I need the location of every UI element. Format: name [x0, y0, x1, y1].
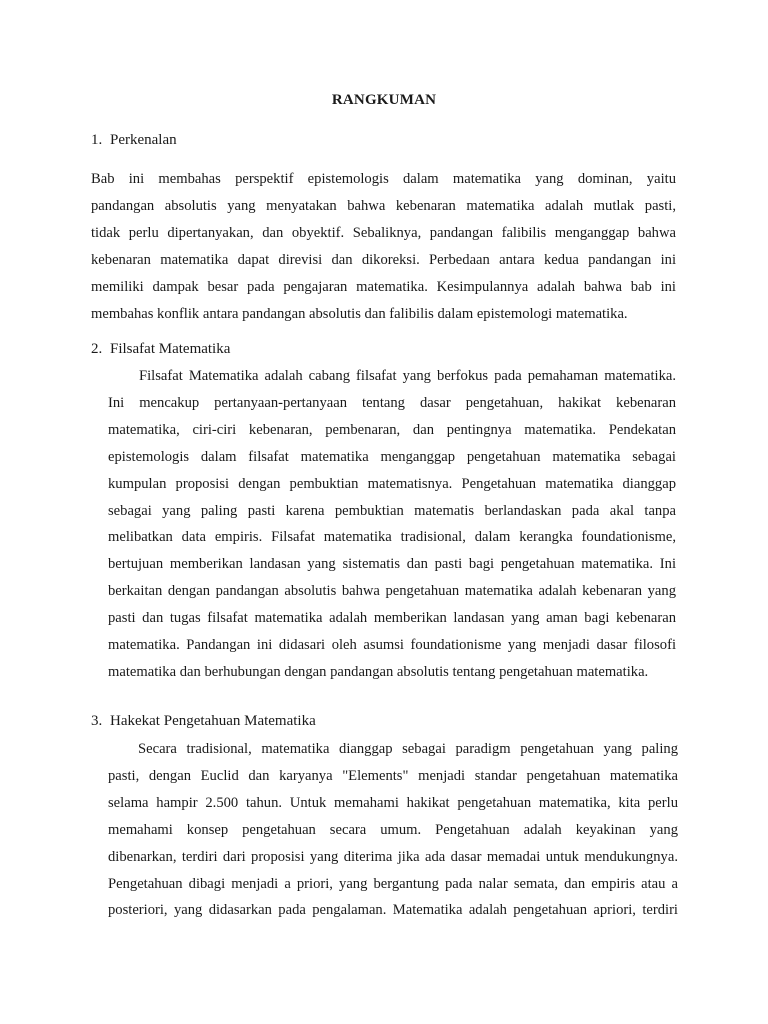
- section-3-heading: [91, 711, 316, 731]
- section-1-line: Bab ini membahas perspektif epistemologis dalam matematika yang dominan, yaitu: [91, 171, 676, 187]
- section-3-line: posteriori, yang didasarkan pada pengalaman. Matematika adalah pengetahuan apriori, terdiri: [108, 902, 678, 919]
- section-2-line: Ini mencakup pertanyaan-pertanyaan tentang dasar pengetahuan, hakikat kebenaran: [108, 394, 676, 411]
- section-1-number: 1.: [91, 132, 103, 148]
- section-1-title: Perkenalan: [110, 132, 177, 148]
- document-title: RANGKUMAN: [331, 92, 437, 108]
- section-2-line: kumpulan proposisi dengan pembuktian matematisnya. Pengetahuan matematika dianggap: [108, 475, 676, 492]
- section-1-line: pandangan absolutis yang menyatakan bahwa kebenaran matematika adalah mutlak pasti,: [91, 198, 676, 215]
- section-1-line: tidak perlu dipertanyakan, dan obyektif. Sebaliknya, pandangan falibilis menganggap bahwa: [91, 225, 676, 242]
- section-3-line: Secara tradisional, matematika dianggap sebagai paradigm pengetahuan yang paling: [138, 741, 678, 757]
- section-3-number: 3.: [91, 713, 103, 729]
- section-2-line: melibatkan data empiris. Filsafat matematika tradisional, dalam kerangka foundationisme,: [108, 529, 676, 546]
- section-2-line: matematika, ciri-ciri kebenaran, pembenaran, dan pentingnya matematika. Pendekatan: [108, 421, 676, 438]
- section-2-heading: [91, 339, 230, 359]
- section-2-line: matematika. Pandangan ini didasari oleh asumsi foundationisme yang menjadi dasar filosofi: [108, 637, 676, 654]
- section-3-line: selama hampir 2.500 tahun. Untuk memahami hakikat pengetahuan matematika, kita perlu: [108, 794, 678, 811]
- section-3-line: pasti, dengan Euclid dan karyanya "Elements" menjadi standar pengetahuan matematika: [108, 767, 678, 784]
- section-3-line: dibenarkan, terdiri dari proposisi yang diterima jika ada dasar memadai untuk mendukungnya.: [108, 848, 678, 865]
- section-2-line: sebagai yang paling pasti karena pembuktian matematis berlandaskan pada akal tanpa: [108, 502, 676, 519]
- section-2-line: pasti dan tugas filsafat matematika adalah memberikan landasan yang aman bagi kebenaran: [108, 610, 676, 627]
- section-1-heading: [91, 130, 177, 150]
- section-2-number: 2.: [91, 341, 103, 357]
- section-2-line: epistemologis dalam filsafat matematika menganggap pengetahuan matematika sebagai: [108, 448, 676, 465]
- section-3-line: memahami konsep pengetahuan secara umum. Pengetahuan adalah keyakinan yang: [108, 821, 678, 838]
- section-1-line: memiliki dampak besar pada pengajaran matematika. Kesimpulannya adalah bahwa bab ini: [91, 279, 676, 296]
- section-2-line: matematika dan berhubungan dengan pandangan absolutis tentang pengetahuan matematika.: [108, 663, 649, 680]
- section-2-title: Filsafat Matematika: [110, 341, 231, 357]
- section-3-paragraph: [108, 736, 678, 924]
- section-3-title: Hakekat Pengetahuan Matematika: [110, 713, 316, 729]
- section-2-line: berkaitan dengan pandangan absolutis bahwa pengetahuan matematika adalah kebenaran yang: [108, 583, 676, 600]
- section-2-line: bertujuan memberikan landasan yang sistematis dan pasti bagi pengetahuan matematika. Ini: [108, 556, 676, 573]
- section-1-line: membahas konflik antara pandangan absolutis dan falibilis dalam epistemologi matematika.: [91, 306, 628, 323]
- section-3-line: Pengetahuan dibagi menjadi a priori, yang bergantung pada nalar semata, dan empiris atau a: [108, 875, 678, 892]
- section-2-line: Filsafat Matematika adalah cabang filsafat yang berfokus pada pemahaman matematika.: [139, 368, 676, 384]
- section-2-paragraph: [108, 363, 676, 686]
- section-1-line: kebenaran matematika dapat direvisi dan dikoreksi. Perbedaan antara kedua pandangan ini: [91, 252, 676, 269]
- section-1-paragraph: [91, 166, 676, 329]
